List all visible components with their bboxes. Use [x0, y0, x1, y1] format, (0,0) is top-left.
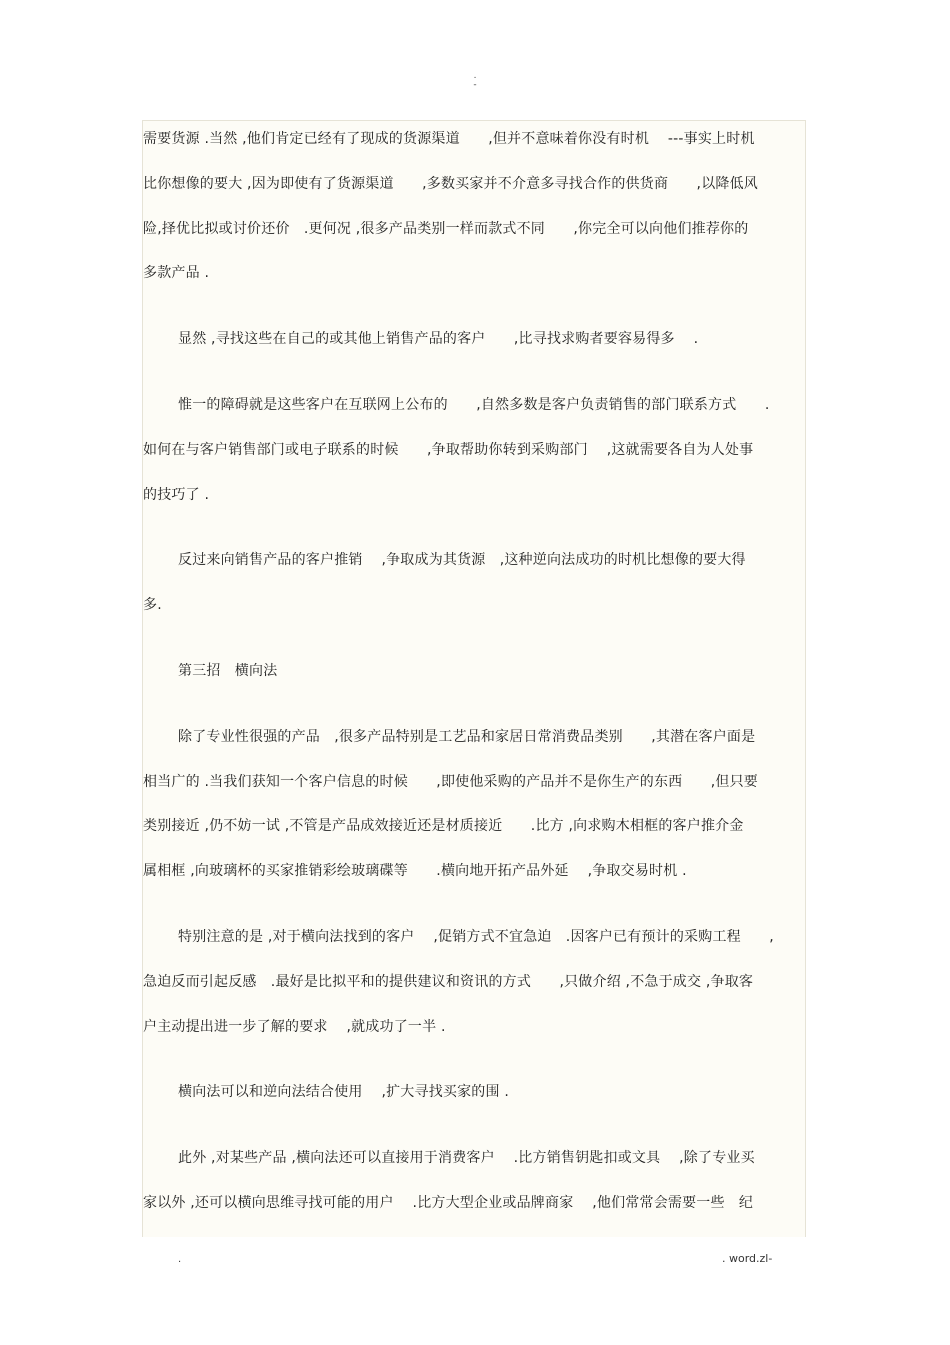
paragraph-4 [143, 538, 805, 628]
text-line: 多款产品 . [143, 265, 210, 282]
text-line: 属相框 ,向玻璃杯的买家推销彩绘玻璃碟等 .横向地开拓产品外延 ,争取交易时机 . [143, 863, 687, 880]
paragraph-1 [143, 120, 805, 296]
paragraph-2 [143, 317, 805, 362]
paragraph-gap [143, 894, 805, 915]
text-line: 特别注意的是 ,对于横向法找到的客户 ,促销方式不宜急迫 .因客户已有预计的采购工程 , [178, 928, 774, 945]
text-line: 除了专业性很强的产品 ,很多产品特别是工艺品和家居日常消费品类别 ,其潜在客户面是 [178, 728, 756, 745]
text-line: 相当广的 .当我们获知一个客户信息的时候 ,即使他采购的产品并不是你生产的东西 ,但只要 [143, 773, 758, 790]
header-mark-top: . [473, 71, 477, 81]
text-line: 险,择优比拟或讨价还价 .更何况 ,很多产品类别一样而款式不同 ,你完全可以向他们推荐你的 [143, 220, 749, 237]
heading-line: 第三招 横向法 [178, 662, 278, 679]
paragraph-gap [143, 517, 805, 538]
text-line: 急迫反而引起反感 .最好是比拟平和的提供建议和资讯的方式 ,只做介绍 ,不急于成交 ,争取客 [143, 973, 754, 990]
section-heading [143, 649, 805, 694]
header-mark-bottom: - [473, 80, 477, 90]
text-line: 反过来向销售产品的客户推销 ,争取成为其货源 ,这种逆向法成功的时机比想像的要大得 [178, 552, 746, 569]
text-line: 惟一的障碍就是这些客户在互联网上公布的 ,自然多数是客户负责销售的部门联系方式 . [178, 396, 770, 413]
footer-left-mark: . [178, 1254, 182, 1265]
paragraph-gap [143, 694, 805, 715]
header-mark [0, 72, 950, 90]
text-line: 横向法可以和逆向法结合使用 ,扩大寻找买家的围 . [178, 1084, 509, 1101]
footer-watermark: . word.zl- [722, 1252, 773, 1265]
paragraph-8 [143, 1136, 805, 1226]
paragraph-6 [143, 915, 805, 1049]
paragraph-5 [143, 715, 805, 894]
text-line: 比你想像的要大 ,因为即使有了货源渠道 ,多数买家并不介意多寻找合作的供货商 ,以降低风 [143, 175, 758, 192]
text-line: 如何在与客户销售部门或电子联系的时候 ,争取帮助你转到采购部门 ,这就需要各自为人处事 [143, 441, 754, 458]
text-line: 显然 ,寻找这些在自己的或其他上销售产品的客户 ,比寻找求购者要容易得多 . [178, 331, 699, 348]
text-line: 家以外 ,还可以横向思维寻找可能的用户 .比方大型企业或品牌商家 ,他们常常会需要一些 纪 [143, 1194, 754, 1211]
paragraph-gap [143, 628, 805, 649]
document-content [143, 120, 805, 1226]
text-line: 的技巧了 . [143, 486, 210, 503]
text-line: 户主动提出进一步了解的要求 ,就成功了一半 . [143, 1018, 446, 1035]
paragraph-7 [143, 1070, 805, 1115]
text-line: 此外 ,对某些产品 ,横向法还可以直接用于消费客户 .比方销售钥匙扣或文具 ,除了专业买 [178, 1150, 755, 1167]
paragraph-gap [143, 1115, 805, 1136]
text-line: 需要货源 .当然 ,他们肯定已经有了现成的货源渠道 ,但并不意味着你没有时机 ---事实上时机 [143, 131, 755, 147]
paragraph-gap [143, 362, 805, 383]
paragraph-gap [143, 296, 805, 317]
text-line: 类别接近 ,仍不妨一试 ,不管是产品成效接近还是材质接近 .比方 ,向求购木相框的客户推介金 [143, 818, 744, 835]
paragraph-3 [143, 383, 805, 517]
document-page [142, 120, 806, 1237]
paragraph-gap [143, 1049, 805, 1070]
text-line: 多. [143, 597, 162, 614]
